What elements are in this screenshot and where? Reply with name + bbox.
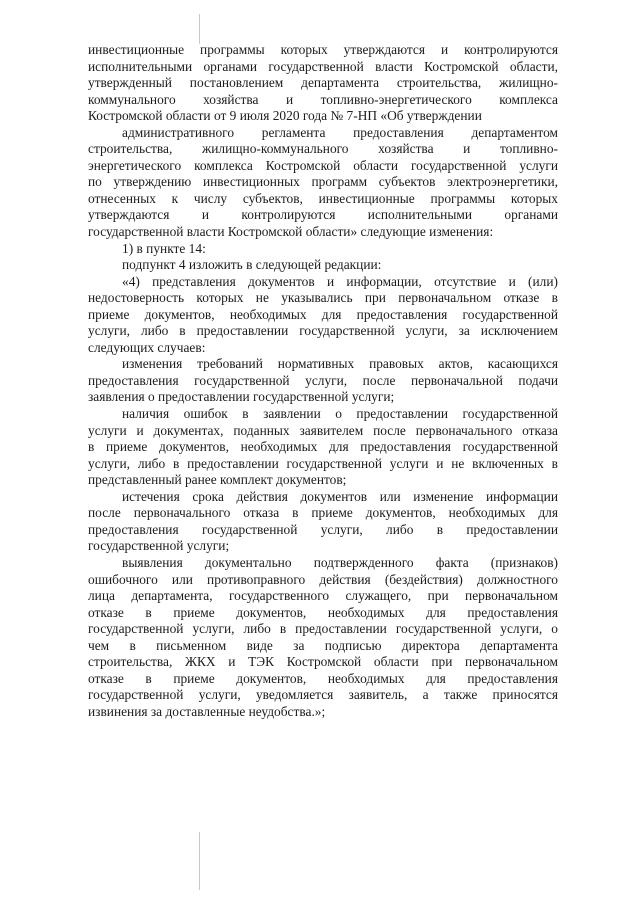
document-line: отнесенных к числу субъектов, инвестиционные программы которых — [88, 190, 558, 206]
document-line: энергетического комплекса Костромской области государственной услуги — [88, 157, 558, 173]
document-line: государственной услуги; — [88, 538, 230, 554]
document-body — [88, 42, 558, 720]
document-line: ошибочного или противоправного действия (бездействия) должностного — [88, 571, 558, 587]
document-line: исполнительными органами государственной власти Костромской области, — [88, 58, 558, 74]
document-line: 1) в пункте 14: — [122, 240, 206, 256]
document-line: выявления документально подтвержденного факта (признаков) — [122, 554, 558, 570]
document-line: по утверждению инвестиционных программ субъектов электроэнергетики, — [88, 174, 558, 190]
document-line: истечения срока действия документов или изменение информации — [122, 488, 558, 504]
document-line: государственной услуги, уведомляется заявитель, а также приносятся — [88, 687, 558, 703]
document-line: утверждаются и контролируются исполнительными органами — [88, 207, 558, 223]
document-line: отказе в приеме документов, необходимых для предоставления — [88, 604, 558, 620]
document-line: чем в письменном виде за подписью директора департамента — [88, 637, 558, 653]
document-line: государственной услуги, либо в предоставлении государственной услуги, о — [88, 621, 558, 637]
scan-binding-mark-top — [199, 14, 200, 44]
document-line: подпункт 4 изложить в следующей редакции: — [122, 257, 382, 273]
document-line: услуги и документах, поданных заявителем после первоначального отказа — [88, 422, 558, 438]
document-line: «4) представления документов и информации, отсутствие и (или) — [122, 273, 558, 289]
document-line: следующих случаев: — [88, 339, 206, 355]
document-line: инвестиционные программы которых утверждаются и контролируются — [88, 42, 558, 57]
document-line: изменения требований нормативных правовых актов, касающихся — [122, 356, 558, 372]
document-line: недостоверность которых не указывались при первоначальном отказе в — [88, 290, 558, 306]
document-line: предоставления государственной услуги, либо в предоставлении — [88, 521, 558, 537]
document-line: коммунального хозяйства и топливно-энергетического комплекса — [88, 91, 558, 107]
document-line: предоставления государственной услуги, после первоначальной подачи — [88, 372, 558, 388]
document-line: административного регламента предоставления департаментом — [122, 124, 558, 140]
document-line: извинения за доставленные неудобства.»; — [88, 703, 326, 719]
document-line: отказе в приеме документов, необходимых для предоставления — [88, 670, 558, 686]
scan-binding-mark-bottom — [199, 832, 200, 890]
document-line: наличия ошибок в заявлении о предоставлении государственной — [122, 406, 558, 422]
document-line: услуги, либо в предоставлении государственной услуги, за исключением — [88, 323, 558, 339]
document-line: представленный ранее комплект документов; — [88, 472, 347, 488]
document-line: услуги, либо в предоставлении государственной услуги и не включенных в — [88, 455, 558, 471]
document-line: строительства, ЖКХ и ТЭК Костромской области при первоначальном — [88, 654, 558, 670]
document-line: государственной власти Костромской области» следующие изменения: — [88, 224, 494, 240]
document-line: строительства, жилищно-коммунального хозяйства и топливно- — [88, 141, 558, 157]
document-line: заявления о предоставлении государственной услуги; — [88, 389, 395, 405]
document-line: после первоначального отказа в приеме документов, необходимых для — [88, 505, 558, 521]
document-line: утвержденный постановлением департамента строительства, жилищно- — [88, 75, 558, 91]
document-line: лица департамента, государственного служащего, при первоначальном — [88, 588, 558, 604]
document-line: приеме документов, необходимых для предоставления государственной — [88, 306, 558, 322]
document-line: Костромской области от 9 июля 2020 года № 7-НП «Об утверждении — [88, 108, 482, 124]
document-line: в приеме документов, необходимых для предоставления государственной — [88, 439, 558, 455]
